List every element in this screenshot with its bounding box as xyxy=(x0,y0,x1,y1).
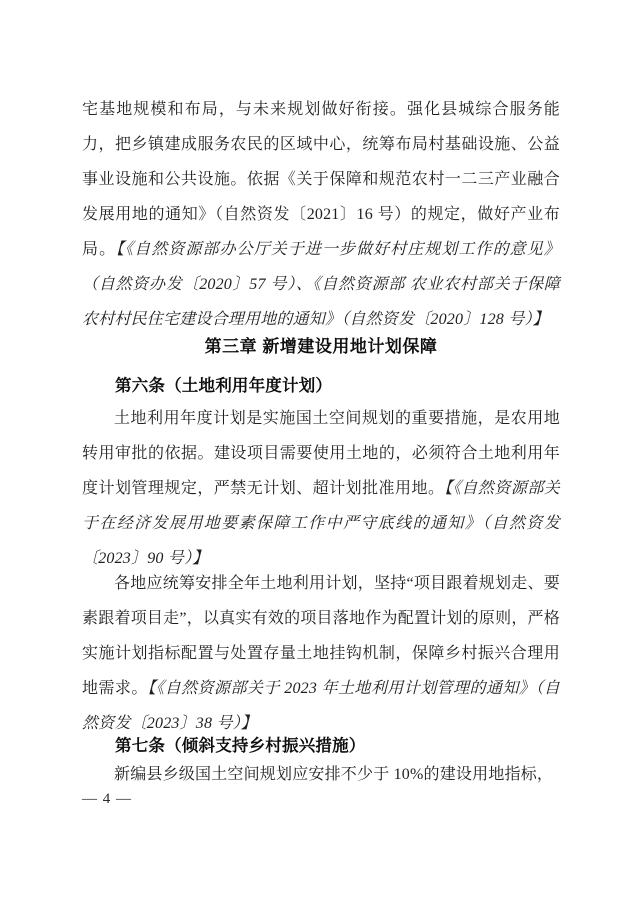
article-6-paragraph-2 xyxy=(82,566,560,741)
paragraph-continued-citation: 【《自然资源部办公厅关于进一步做好村庄规划工作的意见》（自然资办发〔2020〕57 号）、《自然资源部 农业农村部关于保障农村村民住宅建设合理用地的通知》（自然资发〔2020〕128 号）】 xyxy=(82,241,561,328)
paragraph-continued-text: 宅基地规模和布局，与未来规划做好衔接。强化县城综合服务能力，把乡镇建成服务农民的区域中心，统筹布局村基础设施、公益事业设施和公共设施。依据《关于保障和规范农村一二三产业融合发展用地的通知》（自然资发〔2021〕16 号）的规定，做好产业布局。 xyxy=(82,101,560,258)
article-7-heading: 第七条（倾斜支持乡村振兴措施） xyxy=(115,737,366,755)
article-6-heading: 第六条（土地利用年度计划） xyxy=(115,377,333,395)
article-6-paragraph-1 xyxy=(82,401,560,576)
chapter-heading: 第三章 新增建设用地计划保障 xyxy=(204,337,438,356)
article-6-paragraph-2-text: 各地应统筹安排全年土地利用计划，坚持“项目跟着规划走、要素跟着项目走”，以真实有效的项目落地作为配置计划的原则，严格实施计划指标配置与处置存量土地挂钩机制，保障乡村振兴合理用地需求。 xyxy=(82,575,560,697)
article-6-paragraph-1-citation: 【《自然资源部关于在经济发展用地要素保障工作中严守底线的通知》（自然资发〔2023〕90 号）】 xyxy=(82,480,560,567)
article-6-paragraph-2-citation: 【《自然资源部关于 2023 年土地利用计划管理的通知》（自然资发〔2023〕38 号）】 xyxy=(82,680,560,732)
article-7-paragraph-1 xyxy=(82,757,560,792)
page-number: — 4 — xyxy=(82,791,132,807)
article-6-paragraph-1-text: 土地利用年度计划是实施国土空间规划的重要措施，是农用地转用审批的依据。建设项目需要使用土地的，必须符合土地利用年度计划管理规定，严禁无计划、超计划批准用地。 xyxy=(82,410,560,497)
document-body xyxy=(82,0,560,792)
paragraph-continued xyxy=(82,92,560,337)
article-7-paragraph-1-text: 新编县乡级国土空间规划应安排不少于 10%的建设用地指标， xyxy=(114,766,554,783)
